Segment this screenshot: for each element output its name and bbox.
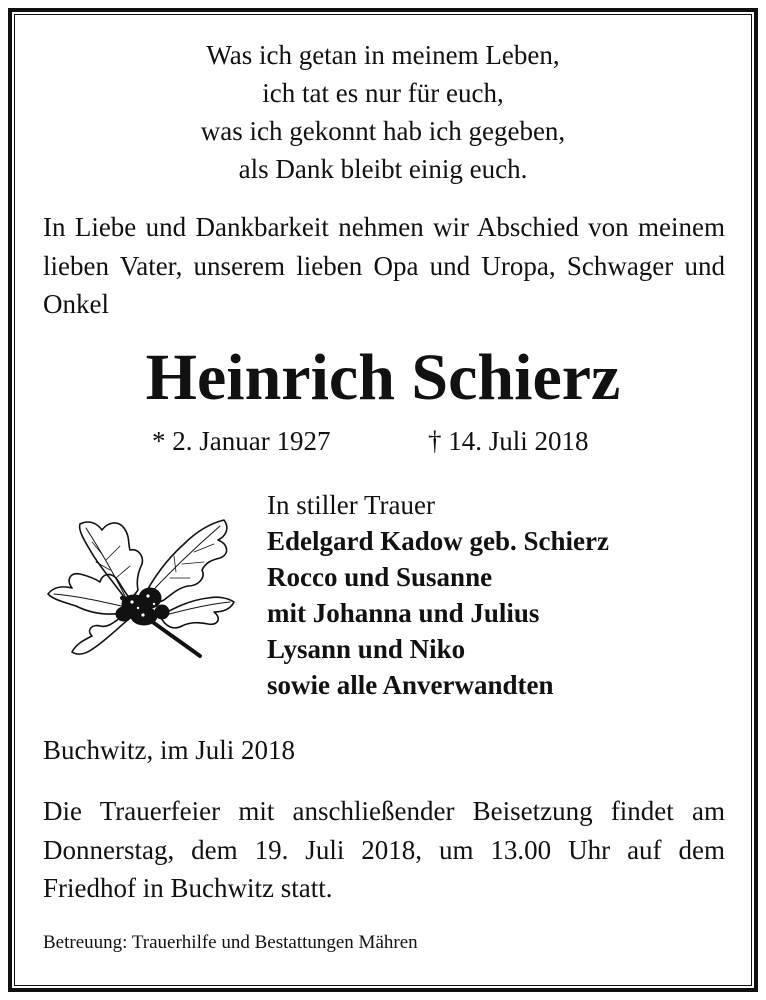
intro-line: Schwager und Onkel [43,250,726,319]
poem [20,36,746,188]
service-line: am Donnerstag, dem 19. Juli 2018, um 13.00 Uhr auf [43,796,725,865]
birth-date: * 2. Januar 1927 [152,426,331,456]
service-line: dem Friedhof in Buchwitz statt. [43,834,725,903]
service-line: Die Trauerfeier mit anschließender Beisetzung findet [43,796,674,826]
mourners-heading: In stiller Trauer [267,490,435,520]
intro-paragraph [43,208,725,324]
mourner-name: Rocco und Susanne [267,562,493,592]
poem-line: was ich gekonnt hab ich gegeben, [200,116,566,146]
intro-line: meinem lieben Vater, unserem lieben Opa und Uropa, [43,212,726,281]
place-date: Buchwitz, im Juli 2018 [43,735,295,765]
oak-leaf-icon [44,516,236,660]
funeral-home-credit: Betreuung: Trauerhilfe und Bestattungen Mähren [43,932,418,953]
service-paragraph [43,792,725,908]
mourner-name: sowie alle Anverwandten [267,670,554,700]
intro-line: In Liebe und Dankbarkeit nehmen wir Abschied von [43,212,629,242]
mourner-name: mit Johanna und Julius [267,598,540,628]
poem-line: als Dank bleibt einig euch. [238,154,528,184]
deceased-name: Heinrich Schierz [145,341,621,414]
death-date: † 14. Juli 2018 [428,426,589,456]
mourners-block [267,487,609,703]
mourner-name: Edelgard Kadow geb. Schierz [267,526,609,556]
mourner-name: Lysann und Niko [267,634,466,664]
poem-line: Was ich getan in meinem Leben, [206,40,560,70]
poem-line: ich tat es nur für euch, [262,78,504,108]
